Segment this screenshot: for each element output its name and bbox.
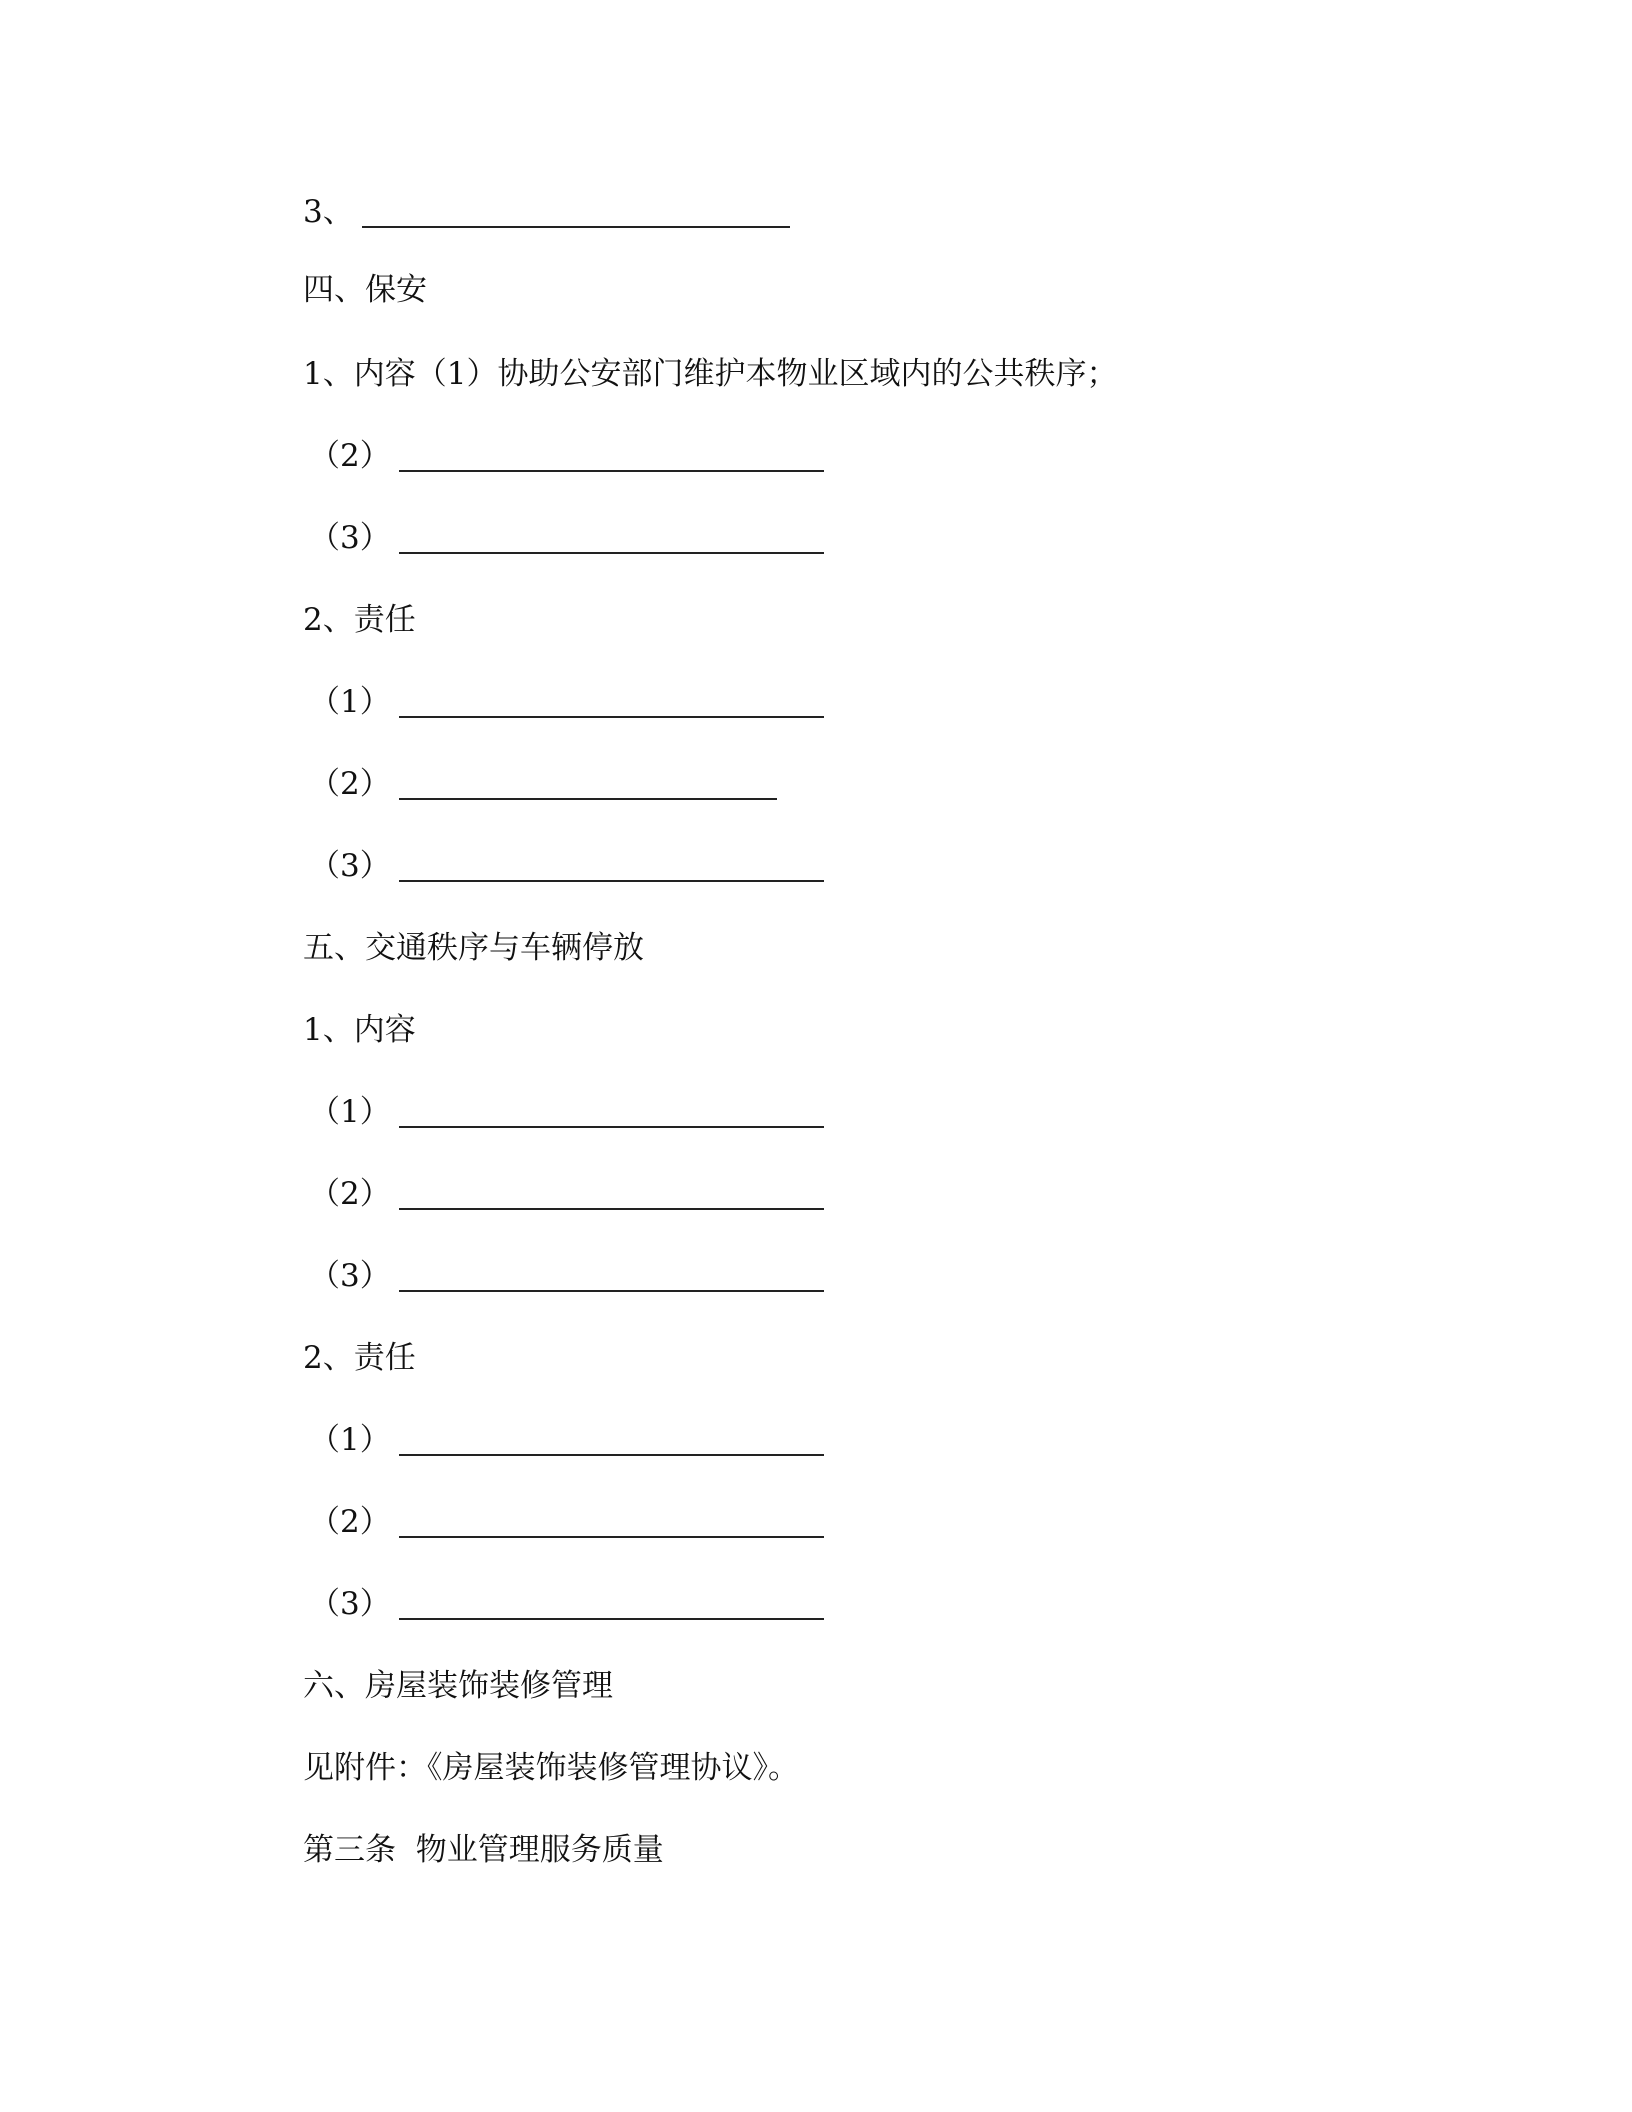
fill-blank bbox=[399, 1506, 824, 1538]
content-title: 1、内容 bbox=[303, 1012, 416, 1048]
item-3-row bbox=[303, 190, 790, 234]
security-content-text: 1、内容（1）协助公安部门维护本物业区域内的公共秩序； bbox=[303, 356, 1118, 392]
security-responsibility-item-3 bbox=[309, 844, 824, 888]
traffic-responsibility-item-1 bbox=[309, 1418, 824, 1462]
fill-blank bbox=[399, 1096, 824, 1128]
section-security-title: 四、保安 bbox=[303, 272, 427, 308]
traffic-responsibility-heading bbox=[303, 1336, 416, 1380]
security-responsibility-item-1 bbox=[309, 680, 824, 724]
responsibility-title: 2、责任 bbox=[303, 1340, 416, 1376]
fill-blank bbox=[399, 1178, 824, 1210]
item-label: （3） bbox=[309, 1258, 391, 1294]
security-responsibility-heading bbox=[303, 598, 416, 642]
section-traffic-title: 五、交通秩序与车辆停放 bbox=[303, 930, 644, 966]
fill-blank bbox=[399, 522, 824, 554]
item-3-label: 3、 bbox=[303, 194, 354, 230]
fill-blank bbox=[399, 850, 824, 882]
item-label: （2） bbox=[309, 1504, 391, 1540]
item-label: （1） bbox=[309, 1422, 391, 1458]
traffic-content-item-1 bbox=[309, 1090, 824, 1134]
fill-blank bbox=[399, 768, 777, 800]
security-content-item-3 bbox=[309, 516, 824, 560]
traffic-content-item-3 bbox=[309, 1254, 824, 1298]
article-3-title: 第三条 物业管理服务质量 bbox=[303, 1832, 664, 1868]
section-traffic-heading bbox=[303, 926, 644, 970]
fill-blank bbox=[399, 1424, 824, 1456]
section-security-heading bbox=[303, 268, 427, 312]
fill-blank bbox=[399, 686, 824, 718]
item-label: （1） bbox=[309, 1094, 391, 1130]
traffic-responsibility-item-3 bbox=[309, 1582, 824, 1626]
fill-blank bbox=[399, 1260, 824, 1292]
fill-blank bbox=[399, 1588, 824, 1620]
security-content-item-2 bbox=[309, 434, 824, 478]
security-responsibility-item-2 bbox=[309, 762, 777, 806]
security-content-row bbox=[303, 352, 1117, 396]
item-label: （1） bbox=[309, 684, 391, 720]
decoration-attachment-note bbox=[303, 1746, 799, 1790]
item-label: （3） bbox=[309, 1586, 391, 1622]
fill-blank bbox=[399, 440, 824, 472]
item-label: （3） bbox=[309, 848, 391, 884]
traffic-responsibility-item-2 bbox=[309, 1500, 824, 1544]
item-label: （2） bbox=[309, 1176, 391, 1212]
traffic-content-item-2 bbox=[309, 1172, 824, 1216]
item-label: （2） bbox=[309, 438, 391, 474]
section-decoration-title: 六、房屋装饰装修管理 bbox=[303, 1668, 613, 1704]
attachment-text: 见附件：《房屋装饰装修管理协议》。 bbox=[303, 1750, 799, 1786]
section-decoration-heading bbox=[303, 1664, 613, 1708]
responsibility-title: 2、责任 bbox=[303, 602, 416, 638]
item-3-blank bbox=[362, 196, 790, 228]
item-label: （3） bbox=[309, 520, 391, 556]
article-3-heading bbox=[303, 1828, 664, 1872]
item-label: （2） bbox=[309, 766, 391, 802]
traffic-content-heading bbox=[303, 1008, 416, 1052]
